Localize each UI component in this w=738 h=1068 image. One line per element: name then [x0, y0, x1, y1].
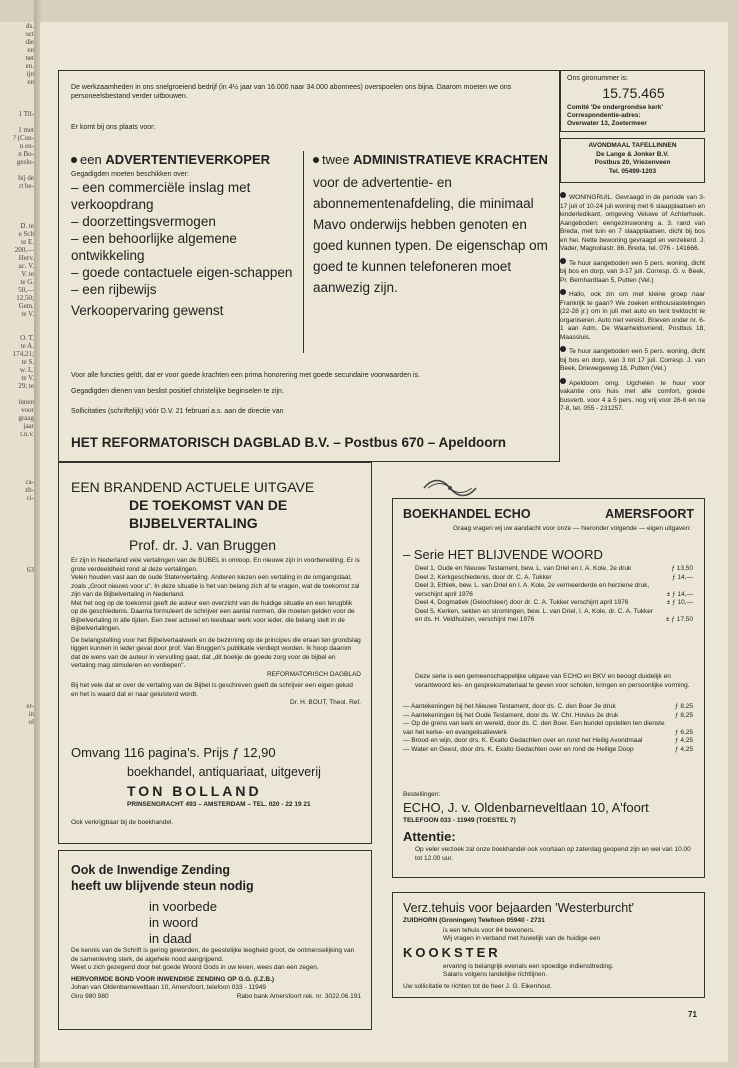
- bullet-icon: [71, 157, 77, 163]
- linen-shop-box: [560, 138, 705, 183]
- giro-org: Comité 'De ondergrondse kerk': [567, 104, 663, 111]
- wb-title: Verz.tehuis voor bejaarden 'Westerburcht': [403, 901, 635, 915]
- classifieds: [560, 192, 705, 418]
- strip-line: [0, 190, 36, 198]
- row-text: Deel 1, Oude en Nieuwe Testament, bew. L. van Driel en I. A. Kole, 2e druk: [415, 565, 632, 572]
- mission-p1: De kennis van de Schrift is gering geworden, de geestelijke leegheid groot, de ontmenselijking van de samenleving sterk, de algehele nood aangrijpend.: [71, 947, 355, 963]
- strip-line: ? (Con-: [12, 134, 34, 142]
- col1-footer: Verkoopervaring gewenst: [71, 303, 224, 318]
- strip-line: [0, 646, 36, 654]
- strip-line: er-: [26, 702, 34, 710]
- strip-line: [0, 606, 36, 614]
- westerburcht-ad: [392, 892, 705, 998]
- bible-p1: Er zijn in Nederland vele vertalingen van de BIJBEL in omloop. En nieuwe zijn in voorbereiding. Er is grote verdeeldheid rond al deze vertalingen.: [71, 557, 360, 573]
- strip-line: innen: [18, 398, 34, 406]
- giro-addr2: Overwater 13, Zoetermeer: [567, 120, 647, 127]
- strip-line: [0, 630, 36, 638]
- mission-l3: in daad: [149, 931, 192, 946]
- strip-line: ca-: [25, 478, 34, 486]
- bible-p5-sig: Dr. H. BOUT, Theol. Ref.: [289, 699, 361, 706]
- bullet-icon: [560, 258, 566, 264]
- bible-p4: De belangstelling voor het Bijbelvertaalwerk en de bezinning op de principes die eraan ten grondslag liggen kunnen in ieder geval door prof. Van Bruggen's publikatie verdiept worden. Ik hoop daarom dat de wens van de auteur in vervulling gaat, dat „dit boekje de goede zorg voor de bijbel en vertaling mag stimuleren en verdiepen".: [71, 636, 361, 669]
- strip-line: [0, 670, 36, 678]
- strip-line: ac. V.: [18, 262, 34, 270]
- row-price: ± ƒ 17,50: [665, 616, 693, 623]
- strip-line: te E.: [21, 238, 34, 246]
- bible-h3: BIJBELVERTALING: [129, 515, 258, 531]
- bible-author: Prof. dr. J. van Bruggen: [129, 537, 277, 553]
- row-price: ƒ 4,25: [674, 737, 693, 744]
- strip-line: [0, 390, 36, 398]
- strip-line: Gem.: [18, 302, 34, 310]
- echo-order-label: Bestellingen:: [403, 791, 441, 798]
- strip-line: 1 met: [18, 126, 34, 134]
- strip-line: [0, 590, 36, 598]
- strip-line: [0, 534, 36, 542]
- priced-row: [403, 703, 693, 712]
- echo-intro: Graag vragen wij uw aandacht voor onze — hieronder volgende — eigen uitgaven:: [453, 525, 692, 532]
- col1-list-item: – doorzettingsvermogen: [71, 214, 216, 229]
- strip-line: [0, 166, 36, 174]
- bullet-icon: [560, 378, 566, 384]
- mission-l2: in woord: [149, 915, 199, 930]
- mission-h1: Ook de Inwendige Zending: [71, 863, 231, 877]
- echo-city: AMERSFOORT: [605, 507, 694, 521]
- echo-order-addr: ECHO, J. v. Oldenbarneveltlaan 10, A'foort: [403, 800, 649, 815]
- mission-p2: Weet u zich gezegend door het goede Woord Gods in uw leven, wees dan een zegen.: [71, 964, 319, 971]
- job-note-1: Voor alle functies geldt, dat er voor goede krachten een prima honorering met goede secundaire voorwaarden is.: [71, 372, 421, 379]
- strip-line: [0, 662, 36, 670]
- mission-ad: [58, 850, 372, 1030]
- strip-line: [0, 118, 36, 126]
- strip-line: [0, 518, 36, 526]
- echo-series: – Serie HET BLIJVENDE WOORD: [403, 547, 603, 562]
- strip-line: 63: [27, 566, 34, 574]
- strip-line: ol: [28, 718, 34, 726]
- bible-h2: DE TOEKOMST VAN DE: [129, 497, 288, 513]
- priced-row: [415, 582, 693, 599]
- strip-line: e Sch: [18, 230, 34, 238]
- strip-line: [0, 542, 36, 550]
- shop-tel: Tel. 05499-1203: [608, 167, 657, 175]
- classified-text: Hallo, ook zin om met kleine groep naar Frankrijk te gaan? We zoeken enthousiastelingen (22-28 jr.) om in juli met auto en tent trektocht te organiseren. Auto niet vereist. Brieven onder nr. 6-1 aan Adm. De Waarheidsvriend, Postbus 18, Maassluis.: [560, 291, 705, 341]
- strip-line: [0, 510, 36, 518]
- row-price: ƒ 4,25: [674, 745, 693, 753]
- col2-text: voor de advertentie- en abonnementenafdeling, die minimaal Mavo onderwijs hebben genoten en goed kunnen typen. De eigenschap om goed te kunnen telefoneren moet aanwezig zijn.: [313, 175, 548, 295]
- strip-line: [0, 86, 36, 94]
- strip-line: 1 Til-: [18, 110, 34, 118]
- col1-list-item: – een rijbewijs: [71, 282, 157, 297]
- wb-p4: Salaris volgens landelijke richtlijnen.: [443, 971, 548, 978]
- row-price: ƒ 8,25: [674, 711, 693, 719]
- strip-line: zb-: [25, 486, 34, 494]
- mission-body: [71, 947, 361, 1001]
- wb-p3: ervaring is belangrijk evenals een spoedige indiensttreding.: [443, 963, 614, 970]
- newspaper-page: [40, 22, 728, 1062]
- page-number: 71: [688, 1010, 697, 1019]
- wb-job: KOOKSTER: [403, 945, 501, 960]
- strip-line: ijn: [26, 70, 34, 78]
- strip-line: oct: [25, 30, 34, 38]
- bullet-icon: [560, 346, 566, 352]
- row-text: Deel 3, Ethiek, bew. L. van Driel en I. A. Kole, 2e vermeerderde en herziene druk, verschijnt april 1976: [415, 582, 650, 598]
- job-col-2: twee ADMINISTRATIEVE KRACHTEN voor de advertentie- en abonnementenafdeling, die minimaal Mavo onderwijs hebben genoten en goed kunnen typen. De eigenschap om goed te kunnen telefoneren moet aanwezig zijn.: [313, 151, 548, 298]
- col2-heading: ADMINISTRATIEVE KRACHTEN: [353, 152, 548, 167]
- classified-item: [560, 258, 705, 286]
- strip-line: D. te: [20, 222, 34, 230]
- row-text: Deel 4, Dogmatiek (Geloofsleer) door dr. C. A. Tukker verschijnt april 1976: [415, 599, 629, 606]
- priced-row: [415, 608, 693, 625]
- priced-row: [415, 599, 693, 608]
- mission-org: HERVORMDE BOND VOOR INWENDIGE ZENDING OP G.G. (I.Z.B.): [71, 975, 275, 983]
- col1-list: [71, 179, 301, 298]
- giro-label: Ons gironummer is:: [567, 75, 629, 82]
- strip-line: [0, 318, 36, 326]
- strip-line: [0, 558, 36, 566]
- strip-line: [0, 470, 36, 478]
- row-text: — Brood en wijn, door drs. K. Exalto Gedachten over en rond het Heilig Avondmaal: [403, 737, 643, 744]
- bible-shop-1: boekhandel, antiquariaat, uitgeverij: [127, 765, 321, 779]
- bible-h1: EEN BRANDEND ACTUELE UITGAVE: [71, 479, 315, 495]
- wb-p2: Wij vragen in verband met huwelijk van de huidige een: [443, 935, 601, 942]
- strip-line: 12,50;: [16, 294, 34, 302]
- col1-heading: ADVERTENTIEVERKOPER: [105, 152, 271, 167]
- row-price: ± ƒ 10,—: [666, 599, 693, 606]
- bible-p5: Bij het vele dat er over de vertaling van de Bijbel is geschreven geeft de schrijver een eigen geluid en het is waard dat er naar geluisterd wordt.: [71, 682, 353, 698]
- classified-text: Te huur aangeboden een 5 pers. woning, dicht bij bos en dorp, van 3-17 juli. Corresp. G. v. Beek, Pr. Bernhardlaan 5, Putten (Vel.): [560, 259, 705, 284]
- strip-line: voor: [21, 406, 34, 414]
- strip-line: [0, 622, 36, 630]
- row-price: ƒ 14,—: [672, 573, 693, 581]
- giro-addr1: Correspondentie-adres:: [567, 112, 641, 119]
- strip-line: [0, 454, 36, 462]
- strip-line: [0, 206, 36, 214]
- strip-line: en: [27, 78, 34, 86]
- strip-line: [0, 686, 36, 694]
- mission-giro: Giro 980 980: [71, 992, 109, 1000]
- echo-item-list: [403, 703, 693, 754]
- col1-list-item: – een commerciële inslag met verkoopdrang: [71, 180, 251, 212]
- giro-number: 15.75.465: [602, 85, 665, 101]
- strip-line: [0, 582, 36, 590]
- strip-line: [0, 462, 36, 470]
- strip-line: 50,—: [18, 286, 34, 294]
- col1-list-item: – goede contactuele eigen-schappen: [71, 265, 293, 280]
- strip-line: [0, 598, 36, 606]
- classified-text: Apeldoorn omg. Ugchelen te huur voor vakantie ons huis met alle comfort, goede busverb. voor 4 à 5 pers. nog vrij voor 26-6 en na 7-8, tel. 055 - 231257.: [560, 379, 705, 412]
- strip-line: 200,—: [14, 246, 34, 254]
- strip-line: [0, 574, 36, 582]
- strip-line: O. T.: [20, 334, 34, 342]
- strip-line: [0, 526, 36, 534]
- strip-line: [0, 214, 36, 222]
- echo-order-tel: TELEFOON 033 - 11949 (TOESTEL 7): [403, 817, 516, 824]
- strip-line: [0, 694, 36, 702]
- job-ad: [58, 70, 560, 462]
- bible-shop-2: TON BOLLAND: [127, 783, 262, 799]
- strip-line: te V.: [21, 374, 34, 382]
- classified-item: [560, 346, 705, 374]
- strip-line: 174,21;: [12, 350, 34, 358]
- priced-row: [415, 574, 693, 583]
- bible-price: Omvang 116 pagina's. Prijs ƒ 12,90: [71, 745, 276, 760]
- strip-line: en: [27, 46, 34, 54]
- shop-name: De Lange & Jonker B.V.: [596, 150, 669, 158]
- strip-line: [0, 438, 36, 446]
- classified-item: [560, 192, 705, 254]
- strip-line: [0, 654, 36, 662]
- strip-line: graag: [18, 414, 34, 422]
- priced-row: [403, 720, 693, 737]
- col1-list-item: – een behoorlijke algemene ontwikkeling: [71, 231, 237, 263]
- mission-bank: Rabo bank Amersfoort rek. nr. 3022.06.191: [236, 992, 361, 1000]
- classified-text: WONINGRUIL. Gevraagd in de periode van 3-17 juli of 10-24 juli woning met 6 slaapplaatsen en kinderledikant, omgeving Veluwe of Achterhoek. Aangeboden: eengezinswoning a. 3. rand van Breda, met tuin en 7 slaapplaatsen, dicht bij bos en hei. Nette bewoning gevraagd en verzekerd. J. Vader, Magnoliastr. 86, Breda, tel. 076 - 141666.: [560, 194, 705, 252]
- job-col-1: een ADVERTENTIEVERKOPER Gegadigden moeten beschikken over: – een commerciële inslag met verkoopdrang – doorzettingsvermogen – een behoorlijke algemene ontwikkeling – goede contactuele eigen-schappen – een rijbewijs Verkoopervaring gewenst: [71, 151, 301, 319]
- strip-line: geslo-: [16, 158, 34, 166]
- bullet-icon: [560, 192, 566, 198]
- wb-addr: ZUIDHORN (Groningen) Telefoon 05940 - 2731: [403, 917, 545, 924]
- strip-line: n en-: [19, 142, 34, 150]
- bible-p3: Met het oog op de toekomst geeft de auteur een overzicht van de huidige situatie en een terugblik op de geschiedenis. Daarna formuleert de schrijver een aantal normen, die moeten gelden voor de Bijbelvertaling in alle tijden. Een zeer actueel en leesbaar werk voor ieder, die belang stelt in de Bijbelvertalingen.: [71, 599, 355, 632]
- strip-line: [0, 198, 36, 206]
- col1-sub: Gegadigden moeten beschikken over:: [71, 171, 189, 178]
- column-divider: [303, 151, 304, 353]
- strip-line: [0, 678, 36, 686]
- mission-l1: in voorbede: [149, 899, 217, 914]
- echo-attention-text: Op veler verzoek zal onze boekhandel ook voortaan op zaterdag geopend zijn en wel van 10.00 tot 12.00 uur.: [415, 846, 691, 862]
- company-line: HET REFORMATORISCH DAGBLAD B.V. – Postbus 670 – Apeldoorn: [71, 435, 507, 450]
- bullet-icon: [560, 289, 566, 295]
- echo-series-note: Deze serie is een gemeenschappelijke uitgave van ECHO en BKV en beoogt duidelijk en verantwoord les- en gespreksmateriaal te geven voor scholen, kringen en persoonlijke vorming.: [415, 673, 690, 689]
- row-price: ƒ 8,25: [674, 703, 693, 710]
- bible-shop-3: PRINSENGRACHT 493 – AMSTERDAM – TEL. 020 - 22 19 21: [127, 801, 311, 808]
- strip-line: [0, 326, 36, 334]
- row-text: — Op de grens van kerk en wereld, door ds. C. den Boer. Een bundel opstellen ten dienste van het kerke- en evangelisatiewerk: [403, 720, 665, 736]
- strip-line: [0, 502, 36, 510]
- bullet-icon: [313, 157, 319, 163]
- job-note-2: Gegadigden dienen van beslist positief christelijke beginselen te zijn.: [71, 388, 284, 395]
- bible-footer: Ook verkrijgbaar bij de boekhandel.: [71, 819, 174, 826]
- strip-line: [0, 638, 36, 646]
- strip-line: te S.: [21, 358, 34, 366]
- wb-p5: Uw sollicitatie te richten tot de heer J. G. Eikenhout.: [403, 983, 552, 990]
- row-text: — Aantekeningen bij het Nieuwe Testament, door ds. C. den Boer 3e druk: [403, 703, 616, 710]
- strip-line: [0, 614, 36, 622]
- bible-translation-ad: [58, 462, 372, 844]
- bible-p2: Velen houden vast aan de oude Statenvertaling. Anderen kiezen een vertaling in de omgangstaal, zoals „Groot nieuws voor u". In deze situatie is het van belang zich af te vragen, wat de toekomst zal zijn van de Bijbelvertaling in Nederland.: [71, 574, 360, 598]
- wb-p1: is een tehuis voor 84 bewoners.: [443, 927, 535, 934]
- strip-line: n Bo-: [18, 150, 34, 158]
- strip-line: te V.: [21, 310, 34, 318]
- strip-line: 29; te: [18, 382, 34, 390]
- previous-page-strip: [0, 22, 36, 1062]
- job-note-3: Sollicitaties (schriftelijk) vóór D.V. 21 februari a.s. aan de directie van: [71, 408, 284, 415]
- priced-row: [403, 737, 693, 746]
- echo-attention: Attentie:: [403, 829, 456, 844]
- row-price: ƒ 13,50: [671, 565, 693, 572]
- row-price: ± ƒ 14,—: [666, 590, 693, 598]
- job-ad-intro2: Er komt bij ons plaats voor:: [71, 124, 156, 131]
- strip-line: in: [28, 710, 34, 718]
- mission-addr: Johan van Oldenbarneveltlaan 10, Amersfoort, telefoon 033 - 11949: [71, 984, 267, 991]
- row-text: Deel 5, Kerken, sekten en stromingen, bew. L. van Driel, I. A. Kole, dr. C. A. Tukker en ds. H. Veldhuizen, verschijnt mei 1976: [415, 607, 654, 623]
- row-text: Deel 2, Kerkgeschiedenis, door dr. C. A. Tukker: [415, 573, 552, 581]
- strip-line: [0, 102, 36, 110]
- mission-h2: heeft uw blijvende steun nodig: [71, 879, 254, 893]
- strip-line: te G.: [20, 278, 34, 286]
- giro-box: [560, 70, 705, 132]
- echo-deel-list: [415, 565, 693, 625]
- row-price: ƒ 6,25: [674, 728, 693, 736]
- priced-row: [403, 746, 693, 755]
- strip-line: Herv.: [18, 254, 34, 262]
- strip-line: jaar: [23, 422, 34, 430]
- echo-bookshop-ad: [392, 498, 705, 878]
- strip-line: [0, 550, 36, 558]
- shop-addr: Postbus 20, Vriezenveen: [594, 159, 671, 166]
- echo-name: BOEKHANDEL ECHO: [403, 507, 531, 521]
- row-text: — Aantekeningen bij het Oude Testament, door ds. W. Chr. Hovius 2e druk: [403, 711, 619, 719]
- strip-line: [0, 94, 36, 102]
- priced-row: [403, 712, 693, 721]
- bible-body: [71, 557, 361, 708]
- classified-item: [560, 378, 705, 414]
- strip-line: rt be-: [19, 182, 34, 190]
- classified-item: [560, 289, 705, 342]
- strip-line: ds.: [26, 22, 34, 30]
- row-text: — Water en Geest, door drs. K. Exalto Gedachten over en rond de Heilige Doop: [403, 745, 634, 753]
- priced-row: [415, 565, 693, 574]
- strip-line: bij de: [18, 174, 34, 182]
- strip-line: V. te: [21, 270, 34, 278]
- strip-line: net: [25, 54, 34, 62]
- job-ad-intro: De werkzaamheden in ons snelgroeiend bedrijf (in 4½ jaar van 16.000 naar 34.000 abonnees) overspoelen ons bijna. Daarom moeten we ons personeelsbestand verder uitbouwen.: [71, 84, 512, 100]
- strip-line: die: [25, 38, 34, 46]
- shop-title: AVONDMAAL TAFELLINNEN: [588, 142, 677, 149]
- strip-line: te A.: [20, 342, 34, 350]
- bible-p4-sig: REFORMATORISCH DAGBLAD: [266, 670, 361, 678]
- strip-line: t.n.v.: [20, 430, 34, 438]
- strip-line: [0, 446, 36, 454]
- classified-text: Te huur aangeboden een 5 pers. woning, dicht bij bos en dorp, van 3 tot 17 juli. Corresp. J. van Beek, Driewegeweg 18, Putten (Vel.): [560, 348, 705, 372]
- strip-line: w. L.: [19, 366, 34, 374]
- strip-line: en.: [25, 62, 34, 70]
- strip-line: ci-: [26, 494, 34, 502]
